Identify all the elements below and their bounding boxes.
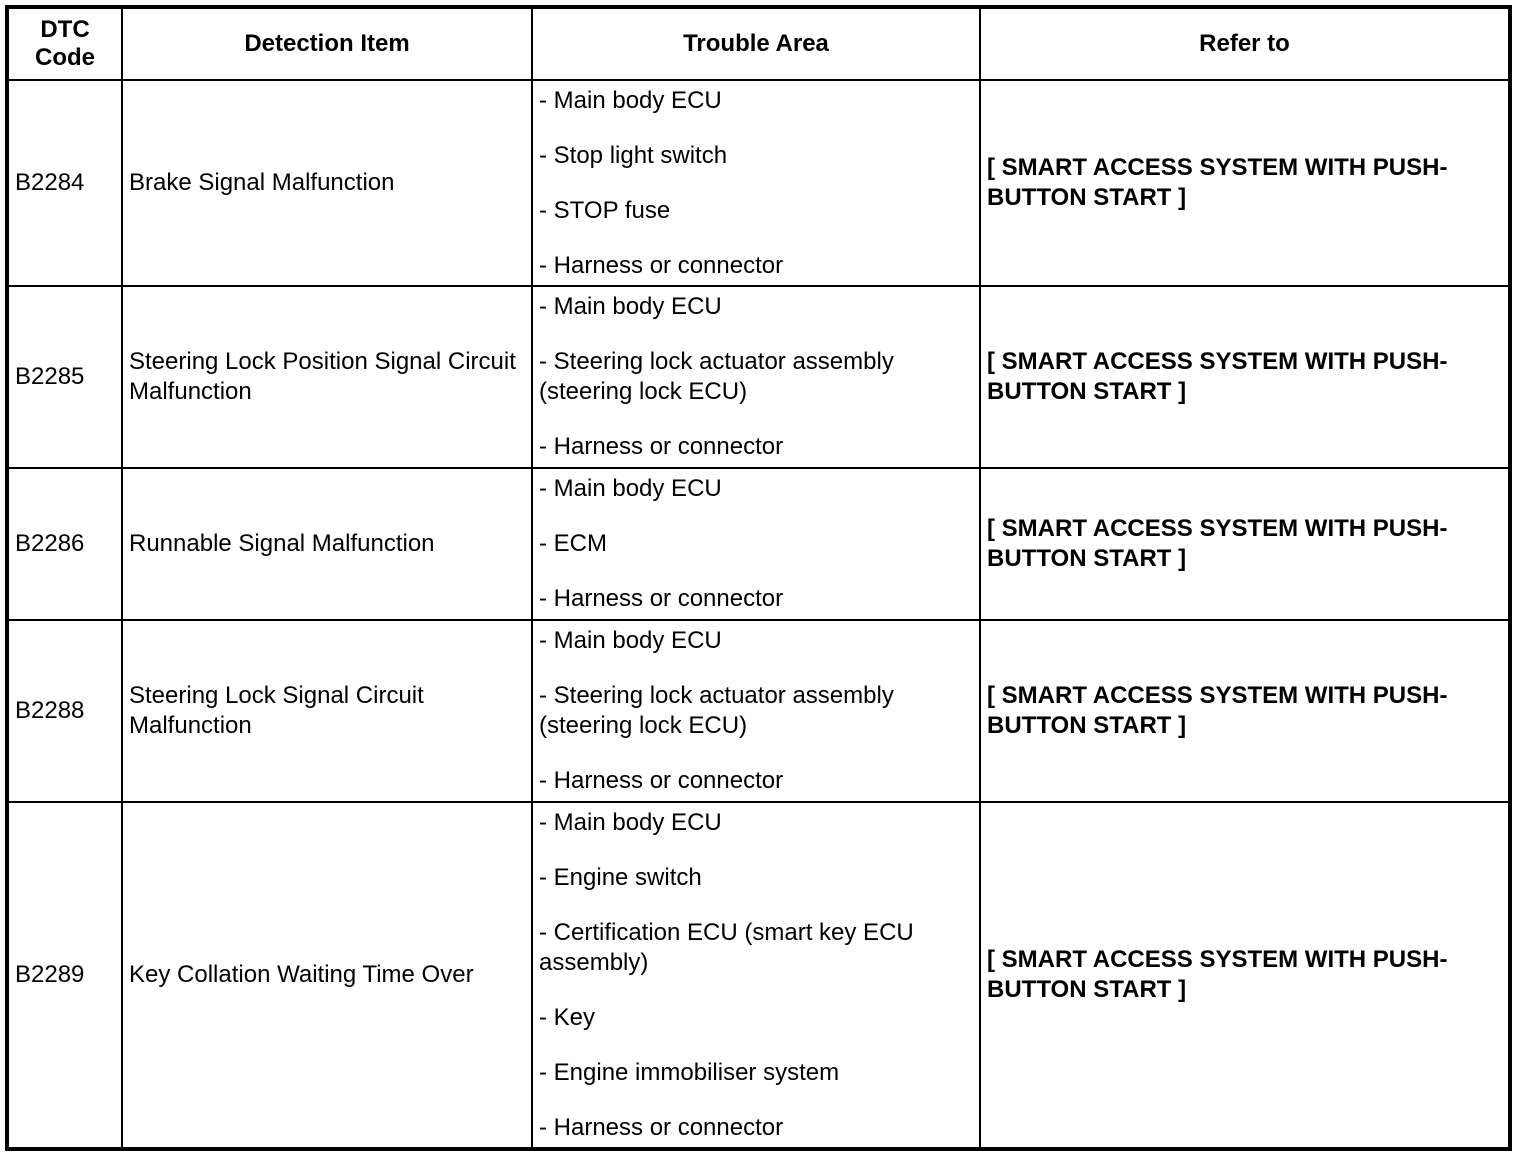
trouble-area-cell [532, 802, 980, 1149]
dtc-code-cell: B2286 [7, 468, 122, 620]
trouble-area-item: - Harness or connector [539, 585, 784, 612]
trouble-area-item: - Steering lock actuator assembly (steering lock ECU) [539, 682, 894, 739]
table-row [7, 802, 1510, 1149]
header-dtc-code: DTC Code [7, 7, 122, 80]
trouble-area-item: - Main body ECU [539, 86, 722, 114]
detection-item-cell: Runnable Signal Malfunction [122, 468, 532, 620]
trouble-area-item: - Harness or connector [539, 1113, 784, 1141]
header-trouble-area: Trouble Area [532, 7, 980, 80]
dtc-table [5, 5, 1512, 1151]
refer-to-cell: [ SMART ACCESS SYSTEM WITH PUSH-BUTTON START ] [980, 620, 1510, 802]
trouble-area-item: - Certification ECU (smart key ECU assembly) [539, 918, 914, 976]
trouble-area-item: - Steering lock actuator assembly (steering lock ECU) [539, 348, 894, 405]
trouble-area-cell [532, 468, 980, 620]
trouble-area-item: - Main body ECU [539, 475, 722, 502]
header-refer-to: Refer to [980, 7, 1510, 80]
trouble-area-cell [532, 620, 980, 802]
refer-to-cell: [ SMART ACCESS SYSTEM WITH PUSH-BUTTON START ] [980, 802, 1510, 1149]
trouble-area-cell [532, 80, 980, 286]
dtc-code-cell: B2285 [7, 286, 122, 468]
trouble-area-item: - Stop light switch [539, 141, 728, 169]
dtc-code-cell: B2284 [7, 80, 122, 286]
trouble-area-item: - Main body ECU [539, 627, 722, 654]
trouble-area-item: - Main body ECU [539, 293, 722, 320]
trouble-area-item: - ECM [539, 530, 607, 557]
table-row [7, 80, 1510, 286]
dtc-code-cell: B2289 [7, 802, 122, 1149]
table-row [7, 286, 1510, 468]
trouble-area-item: - Harness or connector [539, 251, 784, 279]
header-row [7, 7, 1510, 80]
trouble-area-item: - Engine switch [539, 863, 702, 891]
trouble-area-item: - Engine immobiliser system [539, 1058, 840, 1086]
refer-to-cell: [ SMART ACCESS SYSTEM WITH PUSH-BUTTON START ] [980, 468, 1510, 620]
trouble-area-cell [532, 286, 980, 468]
trouble-area-item: - Harness or connector [539, 767, 784, 794]
table-row [7, 468, 1510, 620]
trouble-area-item: - Harness or connector [539, 433, 784, 460]
detection-item-cell: Brake Signal Malfunction [122, 80, 532, 286]
refer-to-cell: [ SMART ACCESS SYSTEM WITH PUSH-BUTTON START ] [980, 80, 1510, 286]
detection-item-cell: Key Collation Waiting Time Over [122, 802, 532, 1149]
table-row [7, 620, 1510, 802]
refer-to-cell: [ SMART ACCESS SYSTEM WITH PUSH-BUTTON START ] [980, 286, 1510, 468]
header-detection-item: Detection Item [122, 7, 532, 80]
dtc-code-cell: B2288 [7, 620, 122, 802]
trouble-area-item: - STOP fuse [539, 196, 671, 224]
detection-item-cell: Steering Lock Position Signal Circuit Malfunction [122, 286, 532, 468]
detection-item-cell: Steering Lock Signal Circuit Malfunction [122, 620, 532, 802]
trouble-area-item: - Main body ECU [539, 808, 722, 836]
trouble-area-item: - Key [539, 1003, 596, 1031]
